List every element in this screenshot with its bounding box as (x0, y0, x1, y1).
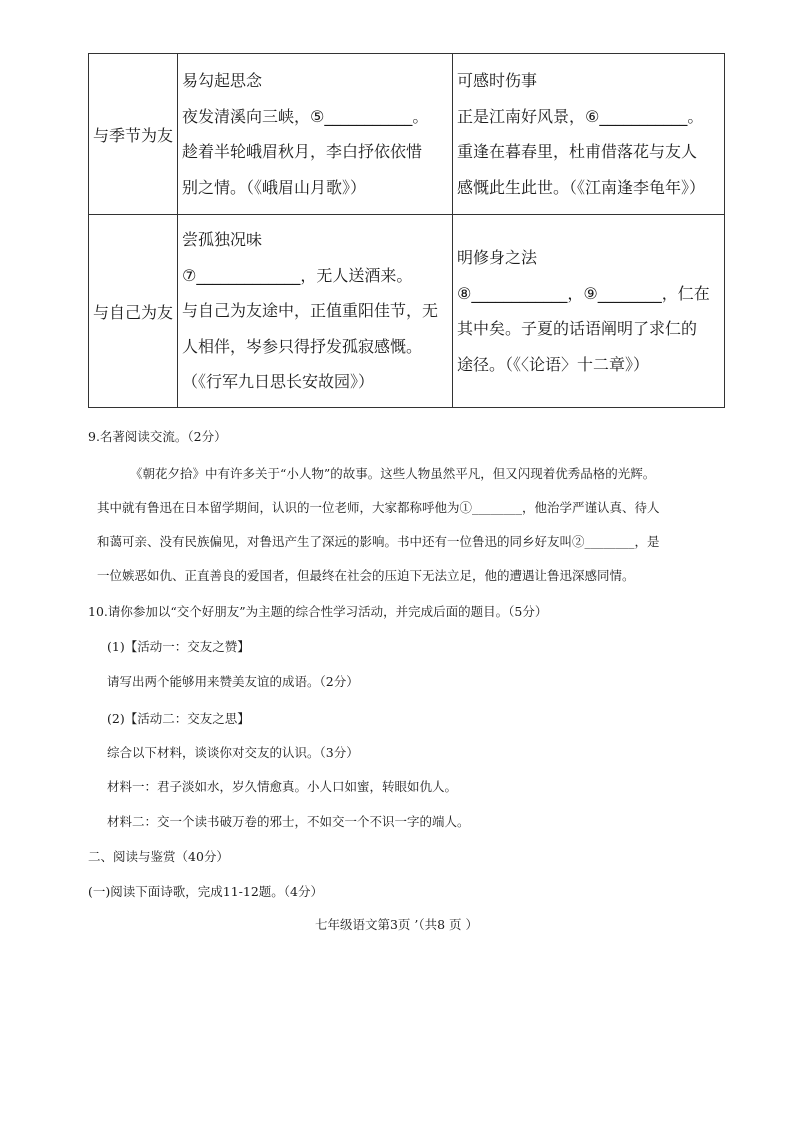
question-9-line: 和蔼可亲、没有民族偏见，对鲁迅产生了深远的影响。书中还有一位鲁迅的同乡好友叫②________，是 (97, 534, 660, 549)
table-cell (178, 54, 453, 215)
question-10-title: 10.请你参加以“交个好朋友”为主题的综合性学习活动，并完成后面的题目。（5分） (88, 604, 548, 619)
cell-line: 与自己为友途中，正值重阳佳节，无 (182, 301, 439, 321)
table-cell (453, 215, 725, 408)
question-9-line: 一位嫉恶如仇、正直善良的爱国者，但最终在社会的压迫下无法立足，他的遭遇让鲁迅深感同情。 (97, 568, 635, 583)
cell-line: 趁着半轮峨眉秋月，李白抒依依惜 (182, 142, 423, 161)
row-heading: 与自己为友 (89, 215, 178, 408)
cell-line: 夜发清溪向三峡，⑤___________。 (182, 106, 429, 126)
cell-line: 重逢在暮春里，杜甫借落花与友人 (457, 142, 698, 161)
cell-line: 可感时伤事 (457, 71, 538, 90)
cell-line: 其中矣。子夏的话语阐明了求仁的 (457, 319, 698, 338)
cell-line: ⑦_____________，无人送酒来。 (182, 265, 413, 285)
cell-line: 别之情。（《峨眉山月歌》） (182, 177, 367, 197)
table-cell (453, 54, 725, 215)
cell-line: ⑧____________，⑨________，仁在 (457, 283, 710, 303)
row-heading: 与季节为友 (89, 54, 178, 215)
cell-line: 明修身之法 (457, 248, 538, 267)
cell-line: 人相伴，岑参只得抒发孤寂感慨。 (182, 336, 423, 356)
cell-line: 感慨此生此世。（《江南逢李龟年》） (457, 177, 706, 197)
activity-1-heading: (1)【活动一：交友之赞】 (107, 639, 250, 654)
cell-line: 途径。（《〈论语〉十二章》） (457, 354, 650, 374)
activity-2-heading: (2)【活动二：交友之思】 (107, 711, 250, 726)
cell-line: （《行军九日思长安故园》） (182, 372, 375, 392)
cell-line: 尝孤独况味 (182, 230, 263, 250)
cell-line: 易勾起思念 (182, 71, 263, 90)
material-2: 材料二：交一个读书破万卷的邪士，不如交一个不识一字的端人。 (107, 814, 470, 829)
activity-1-prompt: 请写出两个能够用来赞美友谊的成语。（2分） (107, 674, 359, 689)
page-footer: 七年级语文第3页 ’（共8 页 ） (314, 917, 479, 932)
question-9-title: 9.名著阅读交流。（2分） (88, 429, 227, 444)
subsection-1-heading: (一)阅读下面诗歌，完成11-12题。（4分） (88, 884, 323, 899)
section-2-heading: 二、阅读与鉴赏（40分） (88, 849, 229, 864)
table-row (89, 215, 725, 408)
table-row (89, 54, 725, 215)
cell-line: 正是江南好风景，⑥___________。 (457, 106, 704, 126)
poetry-table (88, 53, 725, 408)
table-cell (178, 215, 453, 408)
question-9-line: 《朝花夕拾》中有许多关于“小人物”的故事。这些人物虽然平凡，但又闪现着优秀品格的光辉。 (130, 466, 656, 481)
question-9-line: 其中就有鲁迅在日本留学期间，认识的一位老师，大家都称呼他为①________，他治学严谨认真、待人 (97, 500, 660, 515)
activity-2-prompt: 综合以下材料，谈谈你对交友的认识。（3分） (107, 745, 359, 760)
material-1: 材料一：君子淡如水，岁久情愈真。小人口如蜜，转眼如仇人。 (107, 779, 458, 794)
